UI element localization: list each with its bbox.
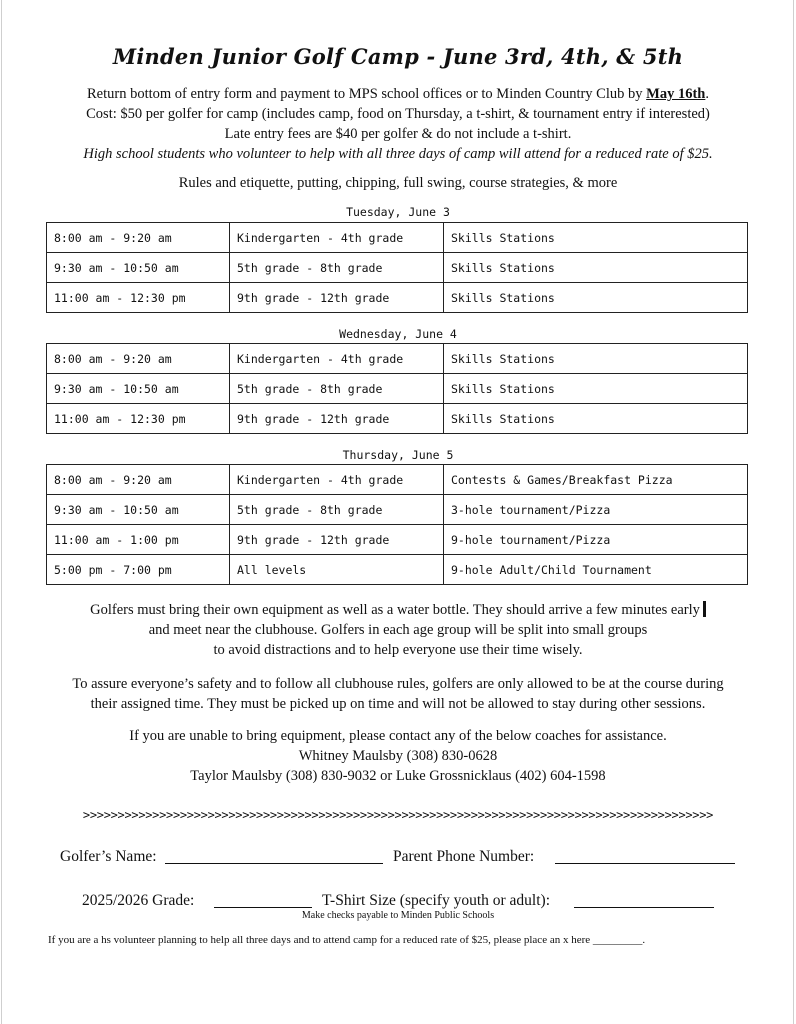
schedule-table [46, 222, 748, 313]
grade-cell: Kindergarten - 4th grade [230, 465, 444, 495]
activity-cell: 3-hole tournament/Pizza [444, 495, 748, 525]
time-cell: 11:00 am - 12:30 pm [47, 283, 230, 313]
page-left-edge [1, 0, 2, 1024]
checks-payable-note: Make checks payable to Minden Public Schools [301, 910, 495, 921]
deadline-date: May 16th [646, 86, 706, 102]
grade-cell: All levels [230, 555, 444, 585]
time-cell: 9:30 am - 10:50 am [47, 495, 230, 525]
tshirt-size-field[interactable] [574, 907, 714, 908]
grade-label: 2025/2026 Grade: [82, 892, 195, 909]
table-row [47, 223, 748, 253]
time-cell: 9:30 am - 10:50 am [47, 374, 230, 404]
grade-cell: 5th grade - 8th grade [230, 374, 444, 404]
text-cursor-mark [703, 601, 706, 617]
table-row [47, 283, 748, 313]
golfer-name-field[interactable] [165, 863, 383, 864]
activity-cell: Skills Stations [444, 344, 748, 374]
grade-field[interactable] [214, 907, 312, 908]
table-row [47, 555, 748, 585]
coaches-paragraph: If you are unable to bring equipment, please contact any of the below coaches for assistance. Whitney Maulsby (308) 830-0628 Taylor Maulsby (308) 830-9032 or Luke Grossnicklaus (402) 604-1598 [20, 726, 776, 786]
table-row [47, 404, 748, 434]
equipment-paragraph: Golfers must bring their own equipment as well as a water bottle. They should arrive a few minutes early and meet near the clubhouse. Golfers in each age group will be split into small groups to avoid distractions and to help everyone use their time wisely. [20, 600, 776, 660]
activity-cell: 9-hole Adult/Child Tournament [444, 555, 748, 585]
activity-cell: Contests & Games/Breakfast Pizza [444, 465, 748, 495]
intro-block [30, 84, 766, 164]
table-row [47, 344, 748, 374]
table-row [47, 525, 748, 555]
volunteer-signup-line[interactable]: If you are a hs volunteer planning to help all three days and to attend camp for a reduced rate of $25, please place an x here _________. [48, 934, 646, 946]
time-cell: 8:00 am - 9:20 am [47, 344, 230, 374]
schedule-table [46, 464, 748, 585]
return-instructions: Return bottom of entry form and payment to MPS school offices or to Minden Country Club by May 16th. [87, 86, 709, 102]
parent-phone-field[interactable] [555, 863, 735, 864]
activity-cell: Skills Stations [444, 223, 748, 253]
grade-cell: Kindergarten - 4th grade [230, 344, 444, 374]
grade-cell: 5th grade - 8th grade [230, 495, 444, 525]
time-cell: 11:00 am - 1:00 pm [47, 525, 230, 555]
late-fee-line: Late entry fees are $40 per golfer & do not include a t-shirt. [224, 126, 572, 142]
schedule-day-label: Tuesday, June 3 [346, 205, 450, 219]
time-cell: 8:00 am - 9:20 am [47, 223, 230, 253]
grade-cell: 9th grade - 12th grade [230, 404, 444, 434]
grade-cell: Kindergarten - 4th grade [230, 223, 444, 253]
schedule-day-label: Thursday, June 5 [342, 448, 454, 462]
activity-cell: Skills Stations [444, 374, 748, 404]
activity-cell: Skills Stations [444, 253, 748, 283]
time-cell: 5:00 pm - 7:00 pm [47, 555, 230, 585]
cut-line-separator: >>>>>>>>>>>>>>>>>>>>>>>>>>>>>>>>>>>>>>>>>>>>>>>>>>>>>>>>>>>>>>>>>>>>>>>>>>>>>>>>>>>>>>>>>>> [82, 808, 714, 822]
table-row [47, 465, 748, 495]
table-row [47, 253, 748, 283]
time-cell: 8:00 am - 9:20 am [47, 465, 230, 495]
grade-cell: 5th grade - 8th grade [230, 253, 444, 283]
golfer-name-label: Golfer’s Name: [60, 848, 157, 865]
coach-contact-whitney: Whitney Maulsby (308) 830-0628 [298, 748, 498, 764]
schedule-table [46, 343, 748, 434]
time-cell: 11:00 am - 12:30 pm [47, 404, 230, 434]
time-cell: 9:30 am - 10:50 am [47, 253, 230, 283]
cost-line: Cost: $50 per golfer for camp (includes camp, food on Thursday, a t-shirt, & tournament entry if interested) [86, 106, 710, 122]
table-row [47, 374, 748, 404]
table-row [47, 495, 748, 525]
activity-cell: 9-hole tournament/Pizza [444, 525, 748, 555]
grade-cell: 9th grade - 12th grade [230, 283, 444, 313]
activity-cell: Skills Stations [444, 404, 748, 434]
rules-summary: Rules and etiquette, putting, chipping, full swing, course strategies, & more [178, 175, 618, 191]
safety-paragraph: To assure everyone’s safety and to follow all clubhouse rules, golfers are only allowed to be at the course during their assigned time. They must be picked up on time and will not be allowed to stay during other sessions. [72, 676, 724, 712]
page-right-edge [793, 0, 794, 1024]
activity-cell: Skills Stations [444, 283, 748, 313]
coach-contact-taylor-luke: Taylor Maulsby (308) 830-9032 or Luke Grossnicklaus (402) 604-1598 [190, 768, 606, 784]
tshirt-size-label: T-Shirt Size (specify youth or adult): [322, 892, 551, 909]
schedule-day-label: Wednesday, June 4 [339, 327, 457, 341]
volunteer-rate-line: High school students who volunteer to help with all three days of camp will attend for a reduced rate of $25. [83, 146, 713, 162]
page-title: Minden Junior Golf Camp - June 3rd, 4th, & 5th [112, 44, 684, 69]
parent-phone-label: Parent Phone Number: [393, 848, 535, 865]
grade-cell: 9th grade - 12th grade [230, 525, 444, 555]
